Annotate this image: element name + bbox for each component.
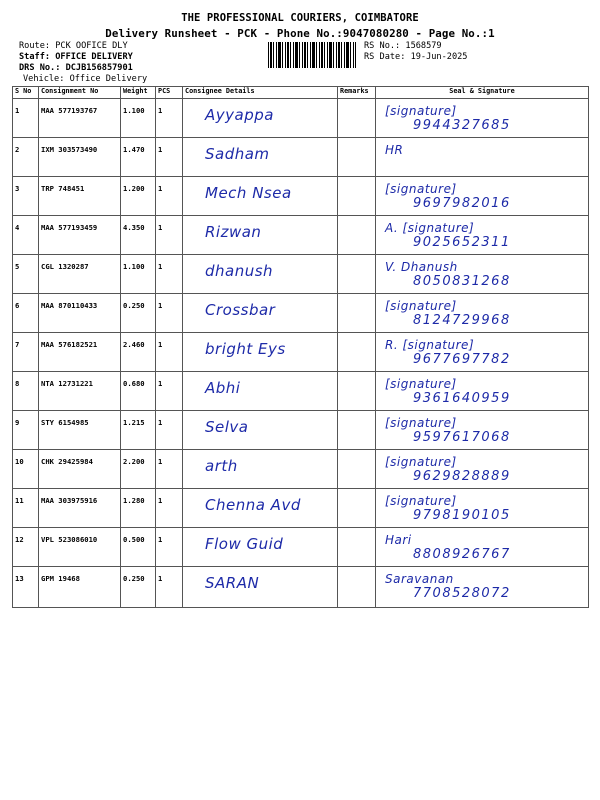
handwritten-signature: R. [signature] <box>385 338 475 352</box>
remarks-cell <box>338 372 376 411</box>
handwritten-consignee: Mech Nsea <box>205 184 292 202</box>
handwritten-consignee: Ayyappa <box>205 106 274 124</box>
header-signature: Seal & Signature <box>376 87 589 99</box>
sno-cell: 12 <box>13 528 39 567</box>
runsheet-subtitle: Delivery Runsheet - PCK - Phone No.:9047080280 - Page No.:1 <box>105 27 495 40</box>
consignment-cell: MAA 303975916 <box>39 489 121 528</box>
handwritten-phone: 9677697782 <box>413 352 511 367</box>
handwritten-consignee: Flow Guid <box>205 535 284 553</box>
company-title: THE PROFESSIONAL COURIERS, COIMBATORE <box>181 12 419 24</box>
pcs-cell: 1 <box>156 411 183 450</box>
remarks-cell <box>338 489 376 528</box>
consignment-cell: TRP 748451 <box>39 177 121 216</box>
table-row <box>13 138 589 177</box>
pcs-cell: 1 <box>156 528 183 567</box>
weight-cell: 4.350 <box>121 216 156 255</box>
remarks-cell <box>338 177 376 216</box>
handwritten-signature: [signature] <box>385 416 457 430</box>
handwritten-consignee: Selva <box>205 418 249 436</box>
consignment-cell: STY 6154985 <box>39 411 121 450</box>
consignment-cell: MAA 577193767 <box>39 99 121 138</box>
remarks-cell <box>338 99 376 138</box>
weight-cell: 1.100 <box>121 255 156 294</box>
pcs-cell: 1 <box>156 567 183 608</box>
sno-cell: 5 <box>13 255 39 294</box>
sno-cell: 10 <box>13 450 39 489</box>
consignment-cell: NTA 12731221 <box>39 372 121 411</box>
remarks-cell <box>338 255 376 294</box>
pcs-cell: 1 <box>156 333 183 372</box>
weight-cell: 2.200 <box>121 450 156 489</box>
rs-number: RS No.: 1568579 <box>364 41 442 51</box>
sno-cell: 11 <box>13 489 39 528</box>
sno-cell: 8 <box>13 372 39 411</box>
pcs-cell: 1 <box>156 294 183 333</box>
handwritten-consignee: Rizwan <box>205 223 262 241</box>
runsheet-table <box>12 86 589 608</box>
handwritten-phone: 8050831268 <box>413 274 511 289</box>
weight-cell: 1.100 <box>121 99 156 138</box>
pcs-cell: 1 <box>156 372 183 411</box>
handwritten-signature: Hari <box>385 533 412 547</box>
weight-cell: 0.500 <box>121 528 156 567</box>
handwritten-signature: A. [signature] <box>385 221 475 235</box>
header-weight: Weight <box>121 87 156 99</box>
handwritten-consignee: Crossbar <box>205 301 276 319</box>
sno-cell: 1 <box>13 99 39 138</box>
consignment-cell: MAA 577193459 <box>39 216 121 255</box>
remarks-cell <box>338 333 376 372</box>
handwritten-phone: 9798190105 <box>413 508 511 523</box>
pcs-cell: 1 <box>156 138 183 177</box>
weight-cell: 0.250 <box>121 294 156 333</box>
pcs-cell: 1 <box>156 450 183 489</box>
handwritten-signature: [signature] <box>385 494 457 508</box>
handwritten-phone: 9361640959 <box>413 391 511 406</box>
consignment-cell: MAA 870110433 <box>39 294 121 333</box>
pcs-cell: 1 <box>156 177 183 216</box>
sno-cell: 2 <box>13 138 39 177</box>
remarks-cell <box>338 138 376 177</box>
handwritten-consignee: arth <box>205 457 238 475</box>
header-consignee: Consignee Details <box>183 87 338 99</box>
handwritten-phone: 9629828889 <box>413 469 511 484</box>
handwritten-consignee: Sadham <box>205 145 270 163</box>
weight-cell: 1.215 <box>121 411 156 450</box>
sno-cell: 13 <box>13 567 39 608</box>
vehicle-label: Vehicle: Office Delivery <box>23 74 148 84</box>
header-remarks: Remarks <box>338 87 376 99</box>
weight-cell: 1.470 <box>121 138 156 177</box>
consignment-cell: MAA 576182521 <box>39 333 121 372</box>
handwritten-signature: [signature] <box>385 104 457 118</box>
pcs-cell: 1 <box>156 99 183 138</box>
handwritten-signature: Saravanan <box>385 572 454 586</box>
staff-label: Staff: OFFICE DELIVERY <box>19 52 133 62</box>
handwritten-phone: 7708528072 <box>413 586 511 601</box>
header-sno: S No <box>13 87 39 99</box>
handwritten-signature: [signature] <box>385 377 457 391</box>
consignment-cell: IXM 303573490 <box>39 138 121 177</box>
weight-cell: 2.460 <box>121 333 156 372</box>
handwritten-consignee: Abhi <box>205 379 241 397</box>
handwritten-consignee: SARAN <box>205 574 260 592</box>
drs-number: DRS No.: DCJB156857901 <box>19 63 133 73</box>
weight-cell: 0.250 <box>121 567 156 608</box>
handwritten-signature: [signature] <box>385 299 457 313</box>
weight-cell: 1.200 <box>121 177 156 216</box>
remarks-cell <box>338 567 376 608</box>
weight-cell: 0.680 <box>121 372 156 411</box>
handwritten-phone: 9697982016 <box>413 196 511 211</box>
header-consignment: Consignment No <box>39 87 121 99</box>
handwritten-phone: 9597617068 <box>413 430 511 445</box>
sno-cell: 6 <box>13 294 39 333</box>
handwritten-phone: 9025652311 <box>413 235 511 250</box>
handwritten-consignee: bright Eys <box>205 340 286 358</box>
route-label: Route: PCK OOFICE DLY <box>19 41 128 51</box>
sno-cell: 7 <box>13 333 39 372</box>
consignment-cell: VPL 523086010 <box>39 528 121 567</box>
header-pcs: PCS <box>156 87 183 99</box>
handwritten-consignee: dhanush <box>205 262 274 280</box>
consignment-cell: CHK 29425984 <box>39 450 121 489</box>
handwritten-signature: [signature] <box>385 182 457 196</box>
handwritten-phone: 9944327685 <box>413 118 511 133</box>
pcs-cell: 1 <box>156 216 183 255</box>
remarks-cell <box>338 411 376 450</box>
table-header-row <box>13 87 589 99</box>
rs-date: RS Date: 19-Jun-2025 <box>364 52 468 62</box>
handwritten-signature: [signature] <box>385 455 457 469</box>
handwritten-signature: V. Dhanush <box>385 260 458 274</box>
remarks-cell <box>338 294 376 333</box>
pcs-cell: 1 <box>156 255 183 294</box>
consignment-cell: GPM 19468 <box>39 567 121 608</box>
handwritten-phone: 8124729968 <box>413 313 511 328</box>
barcode-icon <box>268 42 356 68</box>
sno-cell: 4 <box>13 216 39 255</box>
handwritten-signature: HR <box>385 143 404 157</box>
remarks-cell <box>338 450 376 489</box>
pcs-cell: 1 <box>156 489 183 528</box>
sno-cell: 9 <box>13 411 39 450</box>
remarks-cell <box>338 216 376 255</box>
sno-cell: 3 <box>13 177 39 216</box>
handwritten-phone: 8808926767 <box>413 547 511 562</box>
consignment-cell: CGL 1320287 <box>39 255 121 294</box>
weight-cell: 1.280 <box>121 489 156 528</box>
signature-cell <box>376 138 589 177</box>
handwritten-consignee: Chenna Avd <box>205 496 301 514</box>
remarks-cell <box>338 528 376 567</box>
